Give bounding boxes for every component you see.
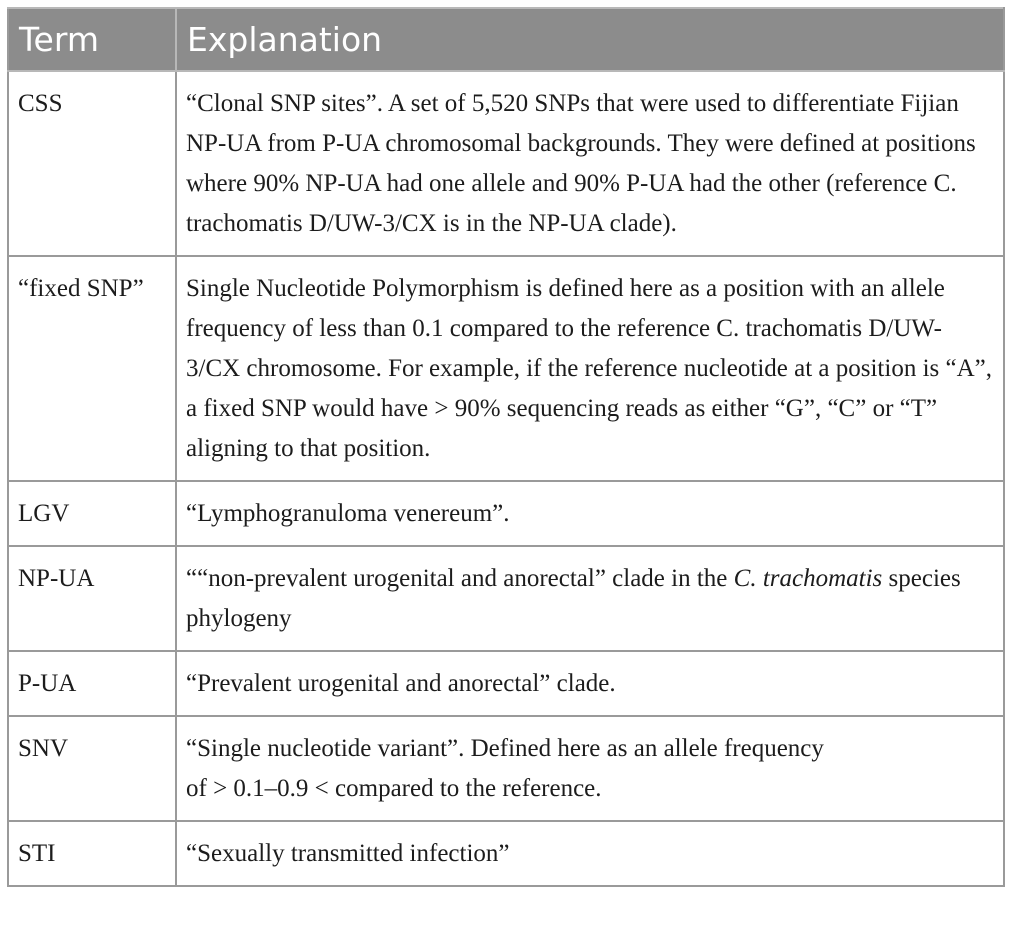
term-cell: LGV: [8, 481, 176, 546]
term-cell: “fixed SNP”: [8, 256, 176, 481]
explanation-cell: “Lymphogranuloma venereum”.: [176, 481, 1004, 546]
term-cell: STI: [8, 821, 176, 886]
header-term: Term: [8, 8, 176, 71]
table-row: [8, 71, 1004, 256]
explanation-cell: [176, 716, 1004, 821]
term-cell: P-UA: [8, 651, 176, 716]
table-row: [8, 256, 1004, 481]
explanation-cell: [176, 546, 1004, 651]
table-body: [8, 71, 1004, 886]
explanation-text: species phylogeny: [186, 565, 961, 632]
table-row: [8, 546, 1004, 651]
explanation-cell: “Clonal SNP sites”. A set of 5,520 SNPs that were used to differentiate Fijian NP-UA from P-UA chromosomal backgrounds. They were defined at positions where 90% NP-UA had one allele and 90% P-UA had the other (reference C. trachomatis D/UW-3/CX is in the NP-UA clade).: [176, 71, 1004, 256]
explanation-cell: Single Nucleotide Polymorphism is defined here as a position with an allele frequency of less than 0.1 compared to the reference C. trachomatis D/UW-3/CX chromosome. For example, if the reference nucleotide at a position is “A”, a fixed SNP would have > 90% sequencing reads as either “G”, “C” or “T” aligning to that position.: [176, 256, 1004, 481]
species-name: C. trachomatis: [733, 565, 883, 592]
explanation-text: ““non-prevalent urogenital and anorectal” clade in the: [186, 565, 734, 592]
header-explanation: Explanation: [176, 8, 1004, 71]
table-row: [8, 481, 1004, 546]
table-header: [8, 8, 1004, 71]
table-row: [8, 651, 1004, 716]
glossary-table: [7, 7, 1005, 887]
table-row: [8, 716, 1004, 821]
term-cell: CSS: [8, 71, 176, 256]
table-row: [8, 821, 1004, 886]
explanation-line: of > 0.1–0.9 < compared to the reference.: [186, 775, 602, 802]
term-cell: NP-UA: [8, 546, 176, 651]
explanation-line: “Single nucleotide variant”. Defined here as an allele frequency: [186, 735, 824, 762]
header-row: [8, 8, 1004, 71]
term-cell: SNV: [8, 716, 176, 821]
explanation-cell: “Sexually transmitted infection”: [176, 821, 1004, 886]
explanation-cell: “Prevalent urogenital and anorectal” clade.: [176, 651, 1004, 716]
